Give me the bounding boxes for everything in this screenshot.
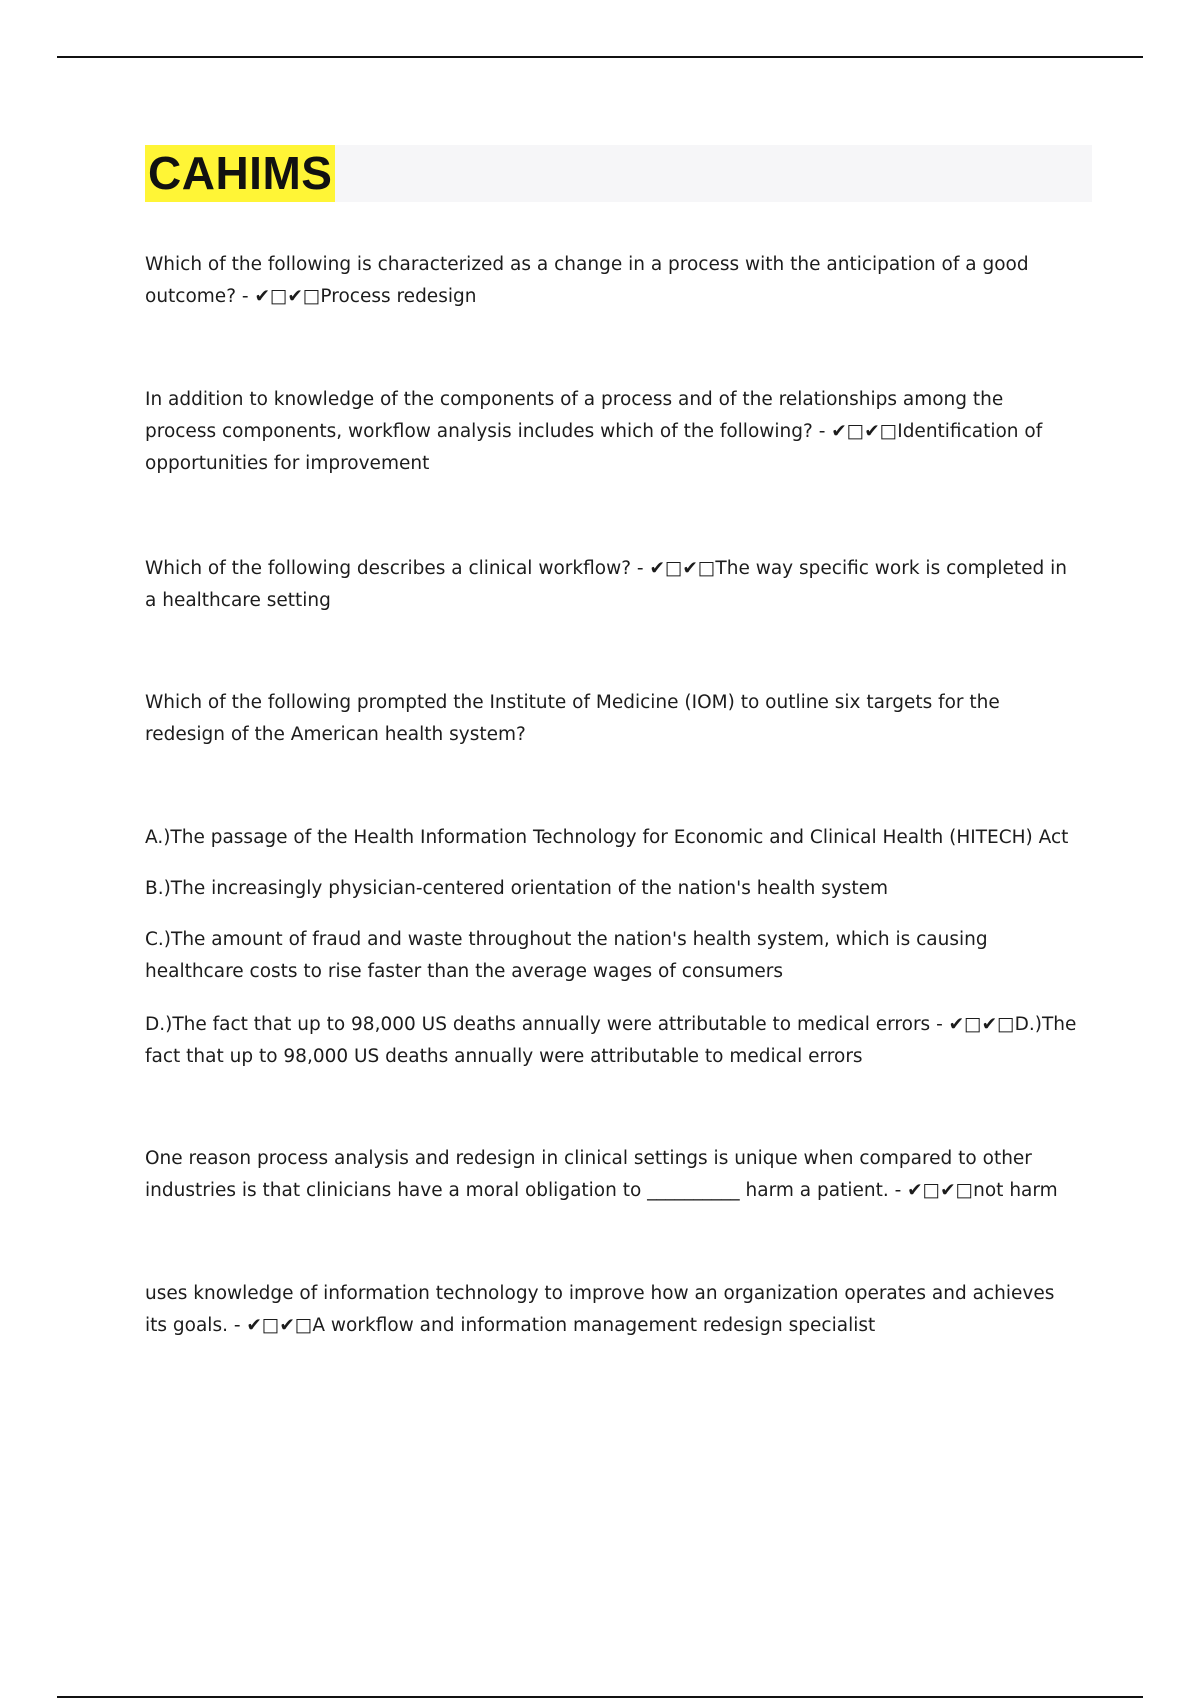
check-icon: ✔□✔□	[649, 558, 716, 579]
check-icon: ✔□✔□	[907, 1180, 974, 1201]
answer-text: D.)The fact that up to 98,000 US deaths annually were attributable to medical errors	[145, 1014, 1077, 1067]
option-b: B.)The increasingly physician-centered orientation of the nation's health system	[145, 878, 889, 899]
question-text: uses knowledge of information technology to improve how an organization operates and achieves its goals. -	[145, 1283, 1055, 1336]
qa-item-4-question	[145, 687, 1080, 751]
option-a: A.)The passage of the Health Information Technology for Economic and Clinical Health (HITECH) Act	[145, 827, 1069, 848]
bottom-rule	[57, 1696, 1143, 1698]
option-d	[145, 1009, 1080, 1073]
question-text: One reason process analysis and redesign in clinical settings is unique when compared to other industries is that clinicians have a moral obligation to __________ harm a patient. -	[145, 1148, 1032, 1201]
qa-item-2	[145, 384, 1080, 480]
qa-item-1	[145, 249, 1080, 313]
answer-text: Identification of opportunities for improvement	[145, 421, 1043, 474]
qa-item-6	[145, 1278, 1080, 1342]
option-c: C.)The amount of fraud and waste throughout the nation's health system, which is causing healthcare costs to rise faster than the average wages of consumers	[145, 929, 988, 982]
check-icon: ✔□✔□	[254, 286, 321, 307]
qa-item-3	[145, 553, 1080, 617]
question-text: Which of the following prompted the Institute of Medicine (IOM) to outline six targets for the redesign of the American health system?	[145, 692, 1000, 745]
question-text: In addition to knowledge of the components of a process and of the relationships among the process components, workflow analysis includes which of the following? -	[145, 389, 1004, 442]
check-icon: ✔□✔□	[246, 1315, 313, 1336]
option-d-text: D.)The fact that up to 98,000 US deaths annually were attributable to medical errors -	[145, 1014, 949, 1035]
question-text: Which of the following describes a clinical workflow? -	[145, 558, 650, 579]
top-rule	[57, 56, 1143, 58]
check-icon: ✔□✔□	[948, 1014, 1015, 1035]
answer-text: A workflow and information management redesign specialist	[312, 1315, 876, 1336]
question-text: Which of the following is characterized as a change in a process with the anticipation of a good outcome? -	[145, 254, 1029, 307]
check-icon: ✔□✔□	[831, 421, 898, 442]
qa-item-5	[145, 1143, 1080, 1207]
answer-text: The way specific work is completed in a healthcare setting	[145, 558, 1067, 611]
document-title: CAHIMS	[145, 145, 335, 202]
answer-text: not harm	[973, 1180, 1058, 1201]
answer-text: Process redesign	[320, 286, 477, 307]
